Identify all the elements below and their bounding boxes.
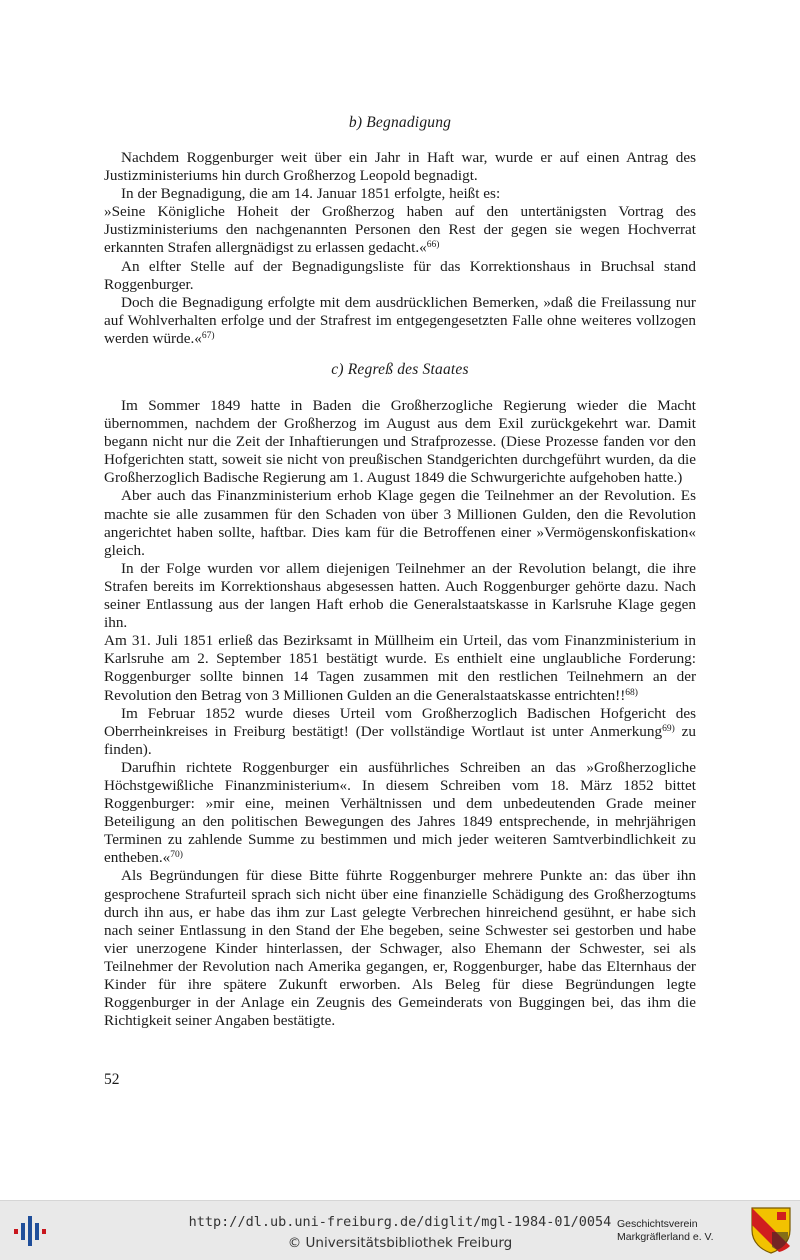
paragraph: An elfter Stelle auf der Begnadigungsliste für das Korrektionshaus in Bruchsal stand Roggenburger. <box>104 257 696 293</box>
section-heading-begnadigung: b) Begnadigung <box>348 114 452 131</box>
paragraph: Nachdem Roggenburger weit über ein Jahr in Haft war, wurde er auf einen Antrag des Justizministeriums hin durch Großherzog Leopold begnadigt. <box>104 149 696 185</box>
quote-paragraph: »Seine Königliche Hoheit der Großherzog haben auf den untertänigsten Vortrag des Justizministeriums den nachgenannten Personen den Rest der gegen sie wegen Hochverrat erkannten Strafen allergnädigst zu erlassen gedacht.«$^{66)}$ <box>104 203 696 257</box>
paragraph: Im Februar 1852 wurde dieses Urteil vom Großherzoglich Badischen Hofgericht des Oberrheinkreises in Freiburg bestätigt! (Der vollständige Wortlaut ist unter Anmerkung$^{69)}$ zu finden). <box>104 704 696 758</box>
footnote-ref: 67) <box>201 330 215 341</box>
footnote-ref: 70) <box>170 850 183 861</box>
society-name <box>617 1218 747 1244</box>
paragraph: Darufhin richtete Roggenburger ein ausführliches Schreiben an das »Großherzogliche Höchstgewißliche Finanzministerium«. In diesem Schreiben vom 18. März 1852 bittet Roggenburger: »mir eine, meinen Verhältnissen und dem unbedeutenden Grade meiner Beteiligung an den politischen Bewegungen des Jahres 1849 entsprechende, in mehrjährigen Terminen zu zahlende Summe zu bestimmen und mich jeder weiteren Samtverbindlichkeit zu entheben.«$^{70)}$ <box>104 758 696 867</box>
paragraph: In der Folge wurden vor allem diejenigen Teilnehmer an der Revolution belangt, die ihre Strafen bereits im Korrektionshaus abgesessen hatten. Auch Roggenburger gehörte dazu. Nach seiner Entlassung aus der langen Haft erhob die Generalstaatskasse in Karlsruhe Klage gegen ihn. <box>104 559 696 632</box>
permalink-url[interactable]: http://dl.ub.uni-freiburg.de/diglit/mgl-1984-01/0054 <box>188 1214 612 1230</box>
society-name-line2: Markgräflerland e. V. <box>617 1231 714 1243</box>
paragraph: Im Sommer 1849 hatte in Baden die Großherzogliche Regierung wieder die Macht übernommen, nachdem der Großherzog im August aus dem Exil zurückgekehrt war. Damit begann nicht nur die Zeit der Inhaftierungen und Strafprozesse. (Diese Prozesse fanden vor den Hofgerichten statt, soweit sie nicht von preußischen Standgerichten durchgeführt wurden, da die Großherzoglich Badische Regierung am 1. August 1849 die Schwurgerichte aufgehoben hatte.) <box>104 397 696 487</box>
page-number: 52 <box>104 1071 120 1088</box>
section-heading-regress: c) Regreß des Staates <box>331 361 469 378</box>
footer-bar <box>0 1200 800 1260</box>
footnote-ref: 68) <box>625 687 638 698</box>
section-body-regress <box>104 397 696 1030</box>
paragraph: Als Begründungen für diese Bitte führte Roggenburger mehrere Punkte an: das über ihn gesprochene Strafurteil sprach sich nicht über eine finanzielle Schädigung des Großherzogtums durch ihn aus, er habe das ihm zur Last gelegte Verbrechen hinreichend gesühnt, er habe sich nach seiner Entlassung in den Stand der Ehe begeben, seine Schwester sei gestorben und habe vier unerzogene Kinder hinterlassen, der Schwager, also Ehemann der Schwester, sei als Teilnehmer der Revolution nach Amerika gegangen, er, Roggenburger, habe das Elternhaus der Kinder für ihre spätere Zukunft erworben. Als Beleg für diese Begründungen legte Roggenburger in der Anlage ein Zeugnis des Gemeinderats von Buggingen bei, das ihm die Richtigkeit seiner Angaben bestätigte. <box>104 867 696 1030</box>
paragraph: In der Begnadigung, die am 14. Januar 1851 erfolgte, heißt es: <box>121 185 501 203</box>
society-name-line1: Geschichtsverein <box>617 1218 698 1230</box>
copyright-notice: © Universitätsbibliothek Freiburg <box>287 1235 513 1251</box>
section-body-begnadigung <box>104 149 696 348</box>
footnote-ref: 69) <box>662 723 675 734</box>
footnote-ref: 66) <box>426 240 440 251</box>
paragraph: Doch die Begnadigung erfolgte mit dem ausdrücklichen Bemerken, »daß die Freilassung nur auf Wohlverhalten erfolge und der Strafrest im entgegengesetzten Falle ohne weiteres vollzogen werden würde.«$^{67)}$ <box>104 293 696 347</box>
heraldic-shield-icon <box>750 1206 792 1254</box>
paragraph: Aber auch das Finanzministerium erhob Klage gegen die Teilnehmer an der Revolution. Es machte sie alle zusammen für den Schaden von über 3 Millionen Gulden, den die Revolution angerichtet haben sollte, haftbar. Dies kam für die Betroffenen einer »Vermögenskonfiskation« gleich. <box>104 487 696 559</box>
paragraph: Am 31. Juli 1851 erließ das Bezirksamt in Müllheim ein Urteil, das vom Finanzministerium in Karlsruhe am 2. September 1851 bestätigt wurde. Es enthielt eine unglaubliche Forderung: Roggenburger sollte binnen 14 Tagen zusammen mit den restlichen Teilnehmern an der Revolution den Betrag von 3 Millionen Gulden an die Generalstaatskasse entrichten!!$^{68)}$ <box>104 632 696 704</box>
